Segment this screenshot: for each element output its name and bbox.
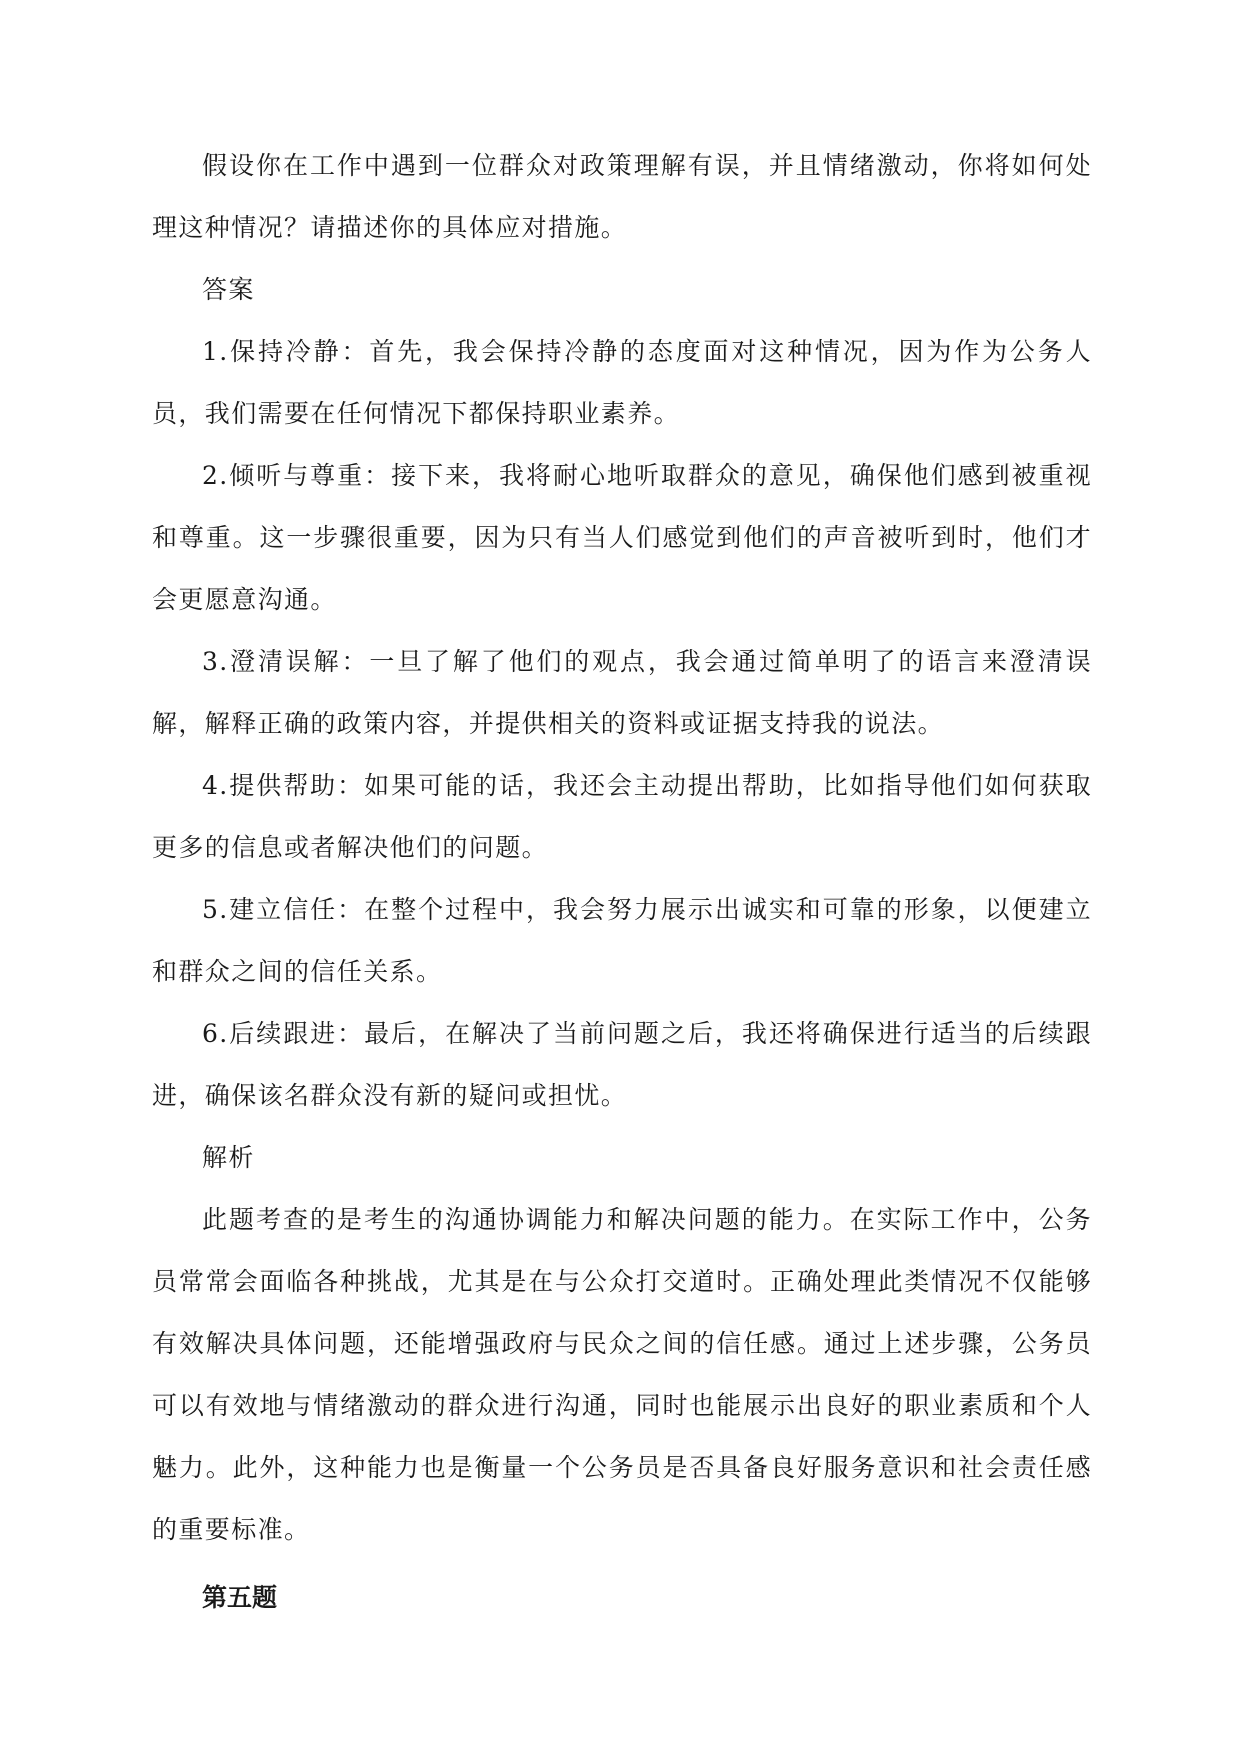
next-question-heading: 第五题 xyxy=(202,1583,278,1612)
analysis-text: 此题考查的是考生的沟通协调能力和解决问题的能力。在实际工作中，公务员常常会面临各种挑战，尤其是在与公众打交道时。正确处理此类情况不仅能够有效解决具体问题，还能增强政府与民众之间的信任感。通过上述步骤，公务员可以有效地与情绪激动的群众进行沟通，同时也能展示出良好的职业素质和个人魅力。此外，这种能力也是衡量一个公务员是否具备良好服务意识和社会责任感的重要标准。 xyxy=(152,1205,1092,1544)
answer-step-6: 6.后续跟进：最后，在解决了当前问题之后，我还将确保进行适当的后续跟进，确保该名群众没有新的疑问或担忧。 xyxy=(152,1019,1092,1110)
answer-step-4: 4.提供帮助：如果可能的话，我还会主动提出帮助，比如指导他们如何获取更多的信息或者解决他们的问题。 xyxy=(152,771,1092,862)
question-text: 假设你在工作中遇到一位群众对政策理解有误，并且情绪激动，你将如何处理这种情况？请描述你的具体应对措施。 xyxy=(152,151,1092,242)
document-page xyxy=(152,135,1092,1629)
analysis-label: 解析 xyxy=(202,1143,255,1172)
answer-label: 答案 xyxy=(202,275,255,304)
answer-step-5: 5.建立信任：在整个过程中，我会努力展示出诚实和可靠的形象，以便建立和群众之间的信任关系。 xyxy=(152,895,1092,986)
answer-step-1: 1.保持冷静：首先，我会保持冷静的态度面对这种情况，因为作为公务人员，我们需要在任何情况下都保持职业素养。 xyxy=(152,337,1092,428)
answer-step-3: 3.澄清误解：一旦了解了他们的观点，我会通过简单明了的语言来澄清误解，解释正确的政策内容，并提供相关的资料或证据支持我的说法。 xyxy=(152,647,1092,738)
answer-step-2: 2.倾听与尊重：接下来，我将耐心地听取群众的意见，确保他们感到被重视和尊重。这一步骤很重要，因为只有当人们感觉到他们的声音被听到时，他们才会更愿意沟通。 xyxy=(152,461,1092,614)
